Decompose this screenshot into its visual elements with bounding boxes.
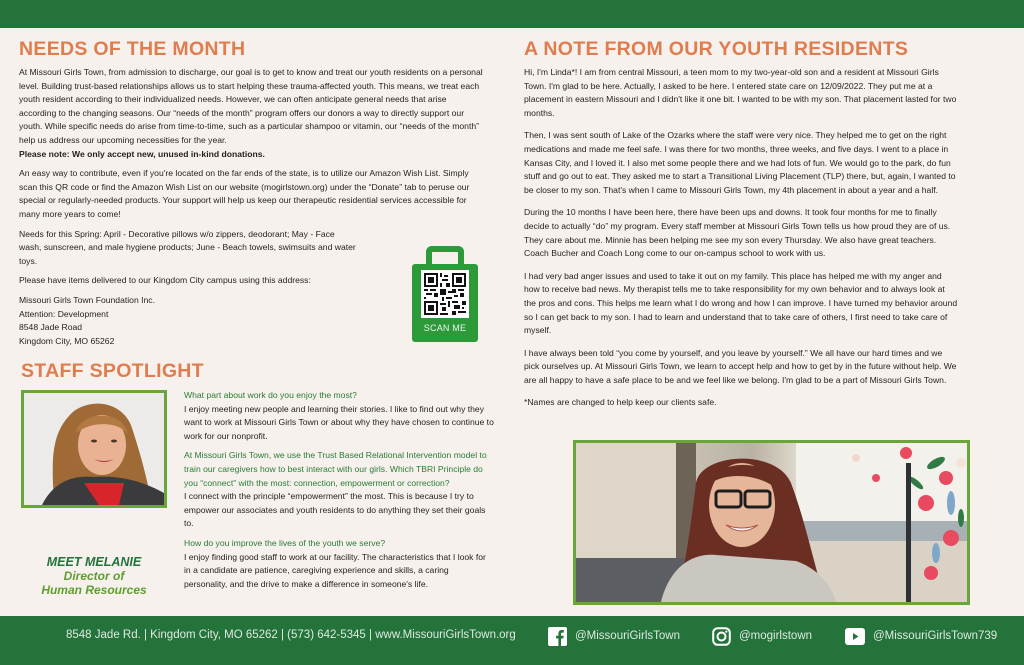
address-line: Missouri Girls Town Foundation Inc. — [19, 294, 155, 305]
youth-photo — [573, 440, 970, 605]
staff-question: What part about work do you enjoy the most? — [184, 390, 357, 400]
qr-code-icon[interactable] — [421, 270, 469, 318]
wishlist-text: An easy way to contribute, even if you're located on the far ends of the state, is to utilize our Amazon Wish List. Simply scan this QR code or find the Amazon Wish List on our website (mogirlstown.org) under the “Donate” tab to peruse our special or regularly-needed products. Your support will help us keep our therapeutic residential services accessible for many more years to come! — [19, 168, 470, 219]
needs-heading: NEEDS OF THE MONTH — [19, 38, 246, 60]
instagram-icon — [711, 626, 731, 646]
staff-answer: I enjoy meeting new people and learning their stories. I like to find out why they want to work at Missouri Girls Town or about why they have chosen to continue to work for our nonprofit. — [184, 403, 494, 441]
note-paragraph: During the 10 months I have been here, there have been ups and downs. It took four months for me to finally decide to actually “do” my program. Every staff member at Missouri Girls Town tells us how proud they are of us. They care about me. Minnie has been helping me see my son every Thursday. We also have great teachers. Coach Bucher and Coach Long come to our on-campus school to work with us. — [524, 207, 951, 259]
needs-note: Please note: We only accept new, unused in-kind donations. — [19, 148, 265, 159]
staff-role: Human Resources — [41, 583, 147, 597]
facebook-handle: @MissouriGirlsTown — [575, 630, 680, 642]
address-line: Attention: Development — [19, 308, 109, 319]
instagram-link[interactable] — [711, 626, 812, 646]
note-paragraph: I have always been told “you come by yourself, and you leave by yourself.” We all have our hard times and we pick ourselves up. At Missouri Girls Town, we learn to accept help and how to get by in the future without help. We are all happy to have a safe place to be and we feel like we belong. I'm glad to be a part of Missouri Girls Town. — [524, 347, 957, 385]
staff-caption — [21, 555, 167, 597]
qr-code-bag[interactable] — [412, 246, 478, 342]
note-paragraph: Then, I was sent south of Lake of the Ozarks where the staff were very nice. They helped me to get on the right medications and made me feel safe. I was there for two months, three weeks, and five days. I went to a place in Kansas City, and I loved it. I also met some people there and we had lots of fun. We would go to the park, do fun stuff and go out to eat. They asked me to start a Transitional Living Placement (TLP) there, but, again, I wanted to be closer to my son. That's when I came to Missouri Girls Town, my 4th placement in about a year and a half. — [524, 130, 956, 195]
staff-answer: I enjoy finding good staff to work at our facility. The characteristics that I look for in a candidate are patience, caregiving experience and skills, a caring personality, and the drive to make a difference in someone's life. — [184, 551, 486, 589]
staff-name: MEET MELANIE — [46, 555, 142, 569]
bag-body — [412, 264, 478, 342]
footer-bar — [0, 616, 1024, 665]
staff-question: How do you improve the lives of the youth we serve? — [184, 537, 386, 548]
footer-contact: 8548 Jade Rd. | Kingdom City, MO 65262 | (573) 642-5345 | www.MissouriGirlsTown.org — [66, 629, 516, 641]
facebook-icon — [547, 626, 567, 646]
youth-portrait-image — [576, 443, 967, 602]
youtube-handle: @MissouriGirlsTown739 — [873, 630, 998, 642]
staff-answer: I connect with the principle “empowerment” the most. This is because I try to empower our associates and youth residents to do anything they set their goals to. — [184, 491, 486, 529]
needs-intro: At Missouri Girls Town, from admission to discharge, our goal is to get to know and treat our youth residents on a personal level. Building trust-based relationships allows us to start helping these trauma-affected youth. This means, we treat each youth resident according to their individualized needs. However, we can often anticipate general needs that arise according to the changing seasons. Our “needs of the month” program offers our donors a way to directly support our youth. While specific needs do arise from time-to-time, such as a particular shampoo or vitamin, our “needs of the month” help us address our upcoming necessities for the year. — [19, 67, 483, 145]
staff-qa — [184, 389, 494, 597]
staff-photo — [21, 390, 167, 508]
staff-role: Director of — [63, 569, 125, 583]
top-banner — [0, 0, 1024, 28]
delivery-intro: Please have items delivered to our Kingdom City campus using this address: — [19, 275, 311, 286]
address-line: Kingdom City, MO 65262 — [19, 335, 115, 346]
note-footnote: *Names are changed to help keep our clients safe. — [524, 397, 717, 408]
portrait-image — [24, 393, 164, 505]
scan-me-label: SCAN ME — [423, 323, 467, 333]
note-heading: A NOTE FROM OUR YOUTH RESIDENTS — [524, 38, 909, 60]
note-section — [524, 66, 958, 416]
instagram-handle: @mogirlstown — [739, 630, 813, 642]
facebook-link[interactable] — [547, 626, 680, 646]
staff-question: At Missouri Girls Town, we use the Trust Based Relational Intervention model to train our caregivers how to best interact with our girls. Which TBRI Principle do you “connect” with the most: connection, empowerment or correction? — [184, 450, 487, 488]
youtube-icon — [845, 626, 865, 646]
staff-heading: STAFF SPOTLIGHT — [21, 360, 204, 382]
youtube-link[interactable] — [845, 626, 997, 646]
note-paragraph: I had very bad anger issues and used to take it out on my family. This place has helped me with my anger and how to receive bad news. My therapist tells me to take responsibility for my own behavior and to always look at the pros and cons. This helps me learn what I do wrong and how I can improve. I have turned my behavior around so I can get back to my son. I had to learn and understand that to take care of others, I first need to take care of myself. — [524, 270, 958, 336]
address-line: 8548 Jade Road — [19, 322, 83, 333]
note-paragraph: Hi, I'm Linda*! I am from central Missouri, a teen mom to my two-year-old son and a resident at Missouri Girls Town. I'm glad to be here. Actually, I asked to be here. I entered state care on 12/09/2022. They put me at a placement in eastern Missouri and I didn't like it one bit. I wanted to be with my son. That placement lasted for two months. — [524, 67, 957, 118]
spring-needs: Needs for this Spring: April - Decorative pillows w/o zippers, deodorant; May - Face wash, sunscreen, and male hygiene products; June - Beach towels, swimsuits and water toys. — [19, 228, 356, 266]
